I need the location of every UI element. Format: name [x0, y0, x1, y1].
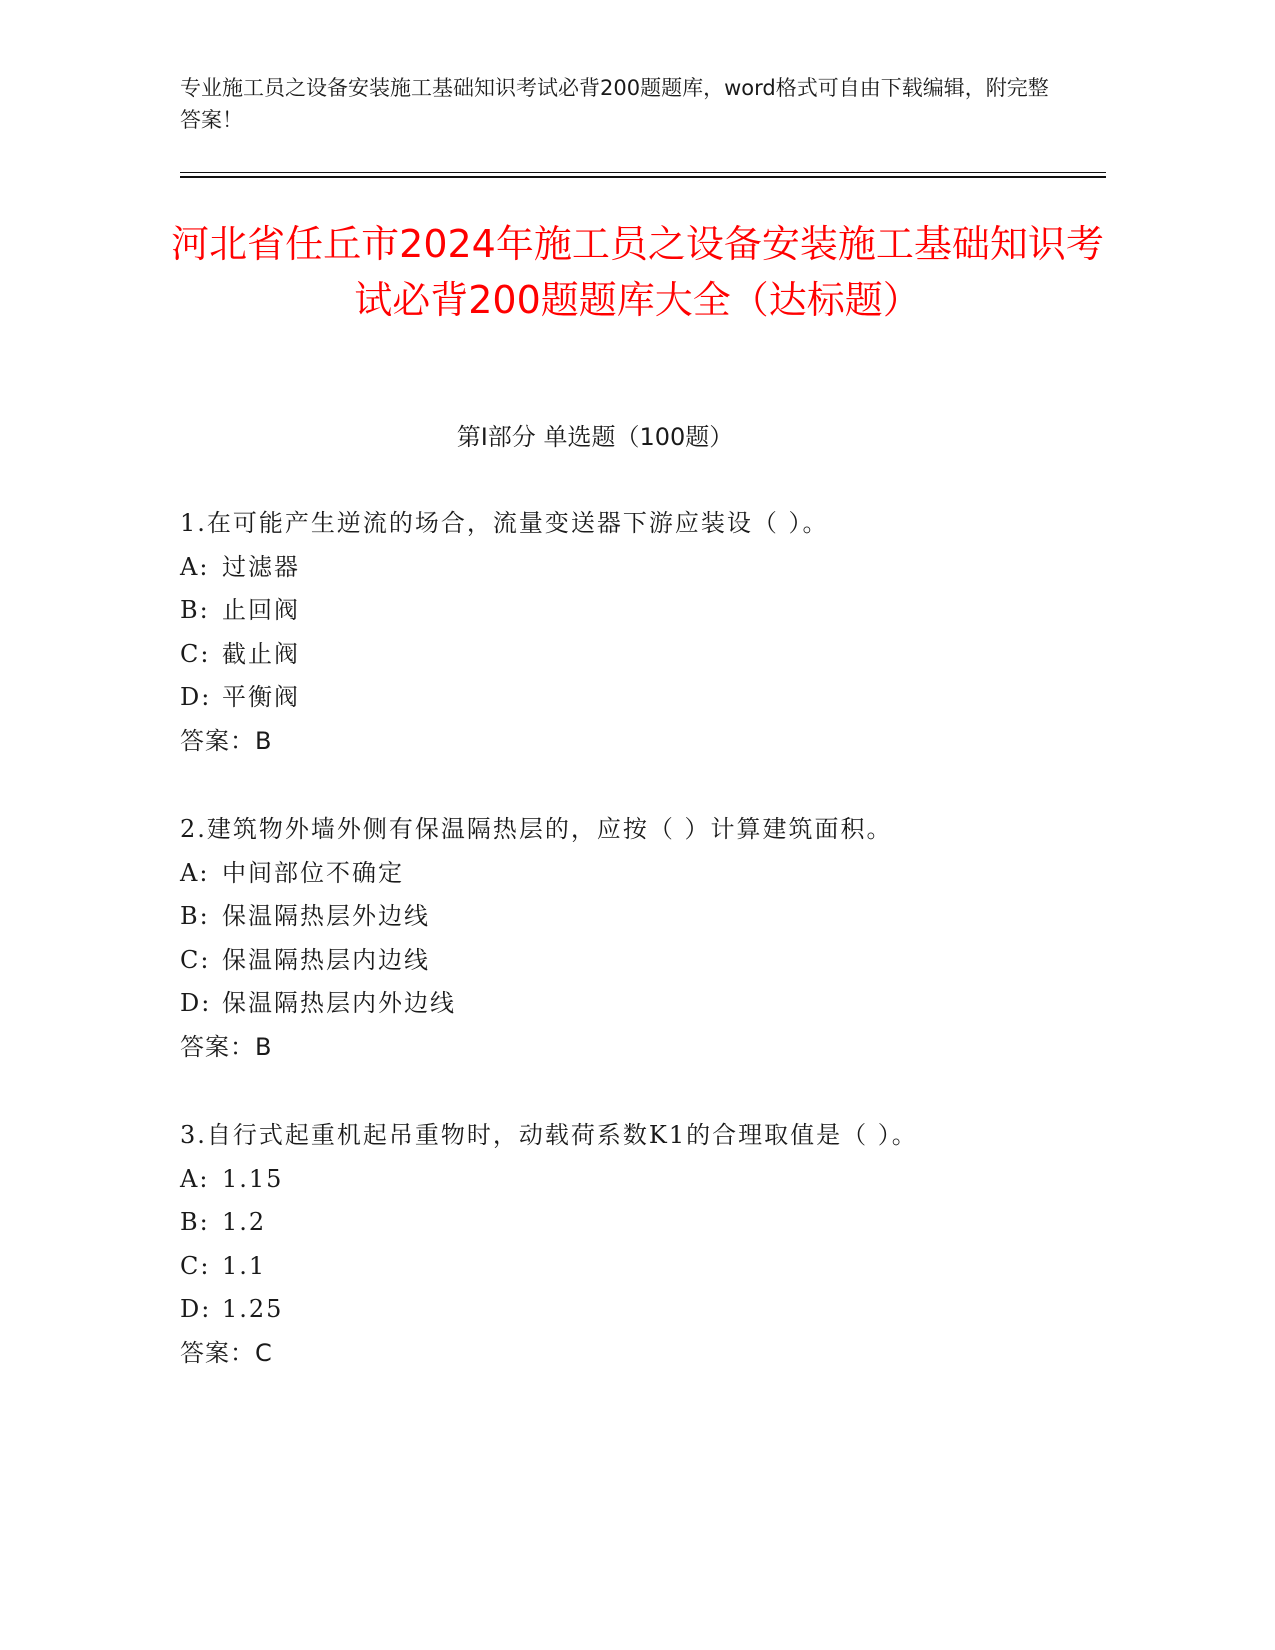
option-letter: D: [180, 989, 212, 1017]
option-letter: B: [180, 1208, 210, 1236]
option-letter: B: [180, 902, 210, 930]
option-letter: C: [180, 945, 211, 974]
option-b [180, 895, 1120, 939]
option-d [180, 1288, 1120, 1332]
option-b [180, 1201, 1120, 1245]
option-d [180, 676, 1120, 720]
header-note: 专业施工员之设备安装施工基础知识考试必背200题题库，word格式可自由下载编辑，附完整答案！ [180, 76, 1049, 132]
option-text: 1.25 [222, 1295, 284, 1323]
header-rule-thick [180, 176, 1106, 178]
question-list [180, 502, 1120, 1420]
option-text: 止回阀 [222, 596, 300, 624]
option-a [180, 1158, 1120, 1202]
question-3 [180, 1114, 1120, 1375]
option-letter: B: [180, 596, 210, 624]
option-text: 平衡阀 [222, 683, 300, 711]
option-d [180, 982, 1120, 1026]
option-text: 1.15 [222, 1164, 284, 1193]
question-stem: 2.建筑物外墙外侧有保温隔热层的，应按（ ）计算建筑面积。 [180, 815, 893, 843]
option-b [180, 589, 1120, 633]
option-c [180, 939, 1120, 983]
option-letter: D: [180, 683, 212, 711]
option-text: 1.2 [222, 1208, 267, 1236]
option-text: 过滤器 [222, 552, 300, 581]
question-stem: 1.在可能产生逆流的场合，流量变送器下游应装设（ ）。 [180, 509, 829, 537]
option-letter: A: [180, 858, 210, 887]
option-letter: C: [180, 639, 211, 668]
option-letter: D: [180, 1295, 212, 1323]
option-text: 保温隔热层内边线 [222, 945, 430, 974]
option-letter: C: [180, 1251, 211, 1280]
option-a [180, 546, 1120, 590]
header-rule-thin [180, 172, 1106, 173]
document-title: 河北省任丘市2024年施工员之设备安装施工基础知识考试必背200题题库大全（达标题） [171, 222, 1104, 322]
question-stem: 3.自行式起重机起吊重物时，动载荷系数K1的合理取值是（ ）。 [180, 1121, 918, 1149]
option-text: 保温隔热层外边线 [222, 902, 430, 930]
question-1 [180, 502, 1120, 763]
option-text: 1.1 [222, 1251, 267, 1280]
question-2 [180, 808, 1120, 1069]
option-text: 中间部位不确定 [222, 858, 404, 887]
option-text: 保温隔热层内外边线 [222, 989, 456, 1017]
option-text: 截止阀 [222, 639, 300, 668]
answer-line: 答案：B [180, 1032, 273, 1061]
answer-line: 答案：C [180, 1338, 273, 1367]
option-c [180, 1245, 1120, 1289]
option-c [180, 633, 1120, 677]
answer-line: 答案：B [180, 726, 273, 755]
option-letter: A: [180, 552, 210, 581]
option-letter: A: [180, 1164, 210, 1193]
section-title: 第Ⅰ部分 单选题（100题） [456, 423, 734, 451]
option-a [180, 852, 1120, 896]
